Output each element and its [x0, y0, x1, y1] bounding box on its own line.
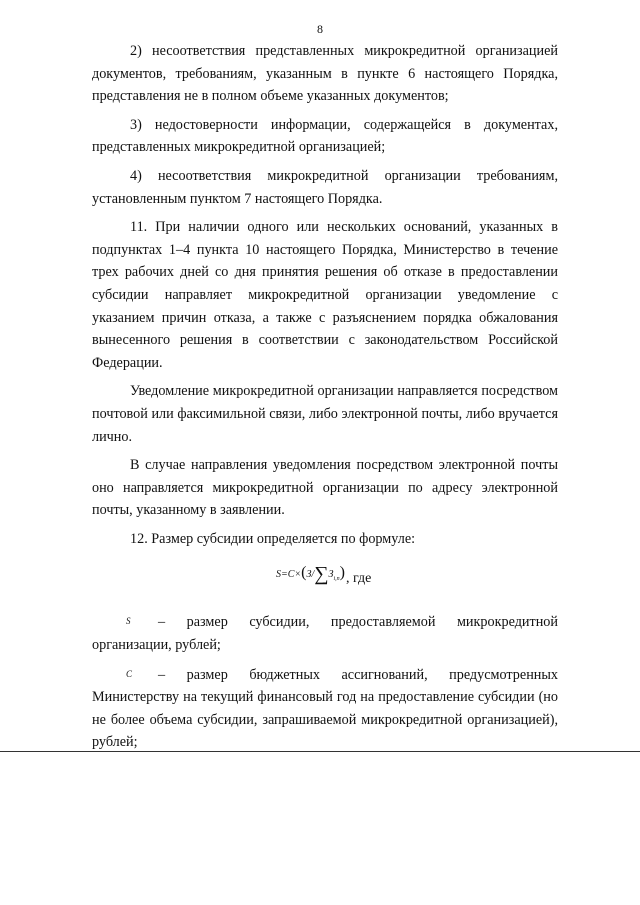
paragraph-item-2: 2) несоответствия представленных микрокредитной организацией документов, требованиям, указанным в пункте 6 настоящего Порядка, представления не в полном объеме указанных документов; [92, 43, 558, 105]
formula-z2: З [328, 569, 334, 581]
formula-times: × [294, 569, 302, 581]
formula-eq: = [281, 569, 288, 581]
definition-text: размер субсидии, предоставляемой микрокредитной организации, рублей; [92, 614, 558, 654]
definition-symbol: C [126, 668, 133, 679]
formula-subscript: i,n [333, 576, 340, 583]
definition-s [92, 610, 558, 656]
definition-text: размер бюджетных ассигнований, предусмотренных Министерству на текущий финансовый год на предоставление субсидии (но не более объема субсидии, запрашиваемой микрокредитной организацией), рублей; [92, 666, 559, 751]
subsidy-formula [276, 562, 345, 591]
page-divider-line [0, 751, 640, 752]
definition-dash: – [158, 666, 166, 683]
definition-c [92, 663, 558, 754]
paragraph-clause-12: 12. Размер субсидии определяется по формуле: [130, 530, 416, 547]
formula-s: S [276, 569, 281, 581]
paragraph-clause-11: 11. При наличии одного или нескольких оснований, указанных в подпунктах 1–4 пункта 10 настоящего Порядка, Министерство в течение трех рабочих дней со дня принятия решения об отказе в предоставлении субсидии направляет микрокредитной организации уведомление с указанием причин отказа, а также с разъяснением порядка обжалования вынесенного решения в соответствии с законодательством Российской Федерации. [92, 219, 558, 371]
paragraph-item-4: 4) несоответствия микрокредитной организации требованиям, установленным пунктом 7 настоящего Порядка. [92, 167, 558, 207]
formula-open-paren: ( [301, 564, 307, 582]
formula-tail: , где [346, 571, 372, 587]
formula-block [92, 556, 558, 600]
paragraph-notification-delivery: Уведомление микрокредитной организации направляется посредством почтовой или факсимильной связи, либо электронной почты, либо вручается лично. [92, 383, 558, 445]
definition-dash: – [158, 614, 166, 631]
document-body [92, 40, 558, 760]
formula-c: C [287, 569, 295, 581]
formula-close-paren: ) [339, 564, 345, 582]
formula-slash: / [311, 569, 315, 581]
formula-sum-sign: ∑ [314, 563, 329, 586]
formula-z: З [306, 569, 312, 581]
paragraph-email-notification: В случае направления уведомления посредством электронной почты оно направляется микрокредитной организации по адресу электронной почты, указанному в заявлении. [92, 457, 558, 519]
page-number: 8 [317, 22, 323, 36]
definition-symbol: S [126, 616, 131, 627]
paragraph-item-3: 3) недостоверности информации, содержащейся в документах, представленных микрокредитной организацией; [92, 116, 558, 156]
